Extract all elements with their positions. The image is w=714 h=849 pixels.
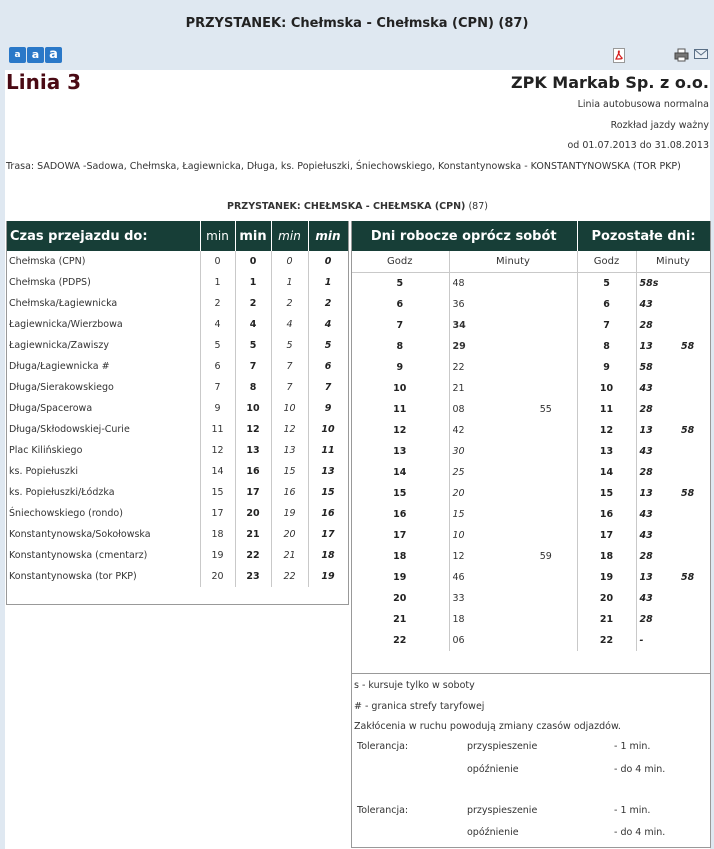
other-minute: 58 bbox=[681, 483, 710, 504]
other-hour: 18 bbox=[577, 546, 636, 567]
time-cell: 2 bbox=[308, 293, 348, 314]
time-cell: 1 bbox=[308, 272, 348, 293]
time-cell: 22 bbox=[235, 545, 271, 566]
schedule-row bbox=[351, 273, 710, 295]
tolerance-label: Tolerancja: bbox=[357, 741, 409, 752]
other-minute: 58 bbox=[681, 420, 710, 441]
other-hour: 15 bbox=[577, 483, 636, 504]
time-cell: 18 bbox=[200, 524, 235, 545]
other-minute bbox=[681, 546, 710, 567]
weekday-minute: 10 bbox=[452, 530, 465, 541]
other-hour: 12 bbox=[577, 420, 636, 441]
time-cell: 5 bbox=[235, 335, 271, 356]
schedule-row bbox=[351, 315, 710, 336]
time-cell: 7 bbox=[271, 377, 308, 398]
schedule-table bbox=[351, 221, 711, 651]
other-minute bbox=[681, 630, 710, 651]
other-minute bbox=[681, 357, 710, 378]
weekday-minute bbox=[515, 504, 577, 525]
other-minute: 28 bbox=[639, 404, 653, 415]
stop-name-cell: Chełmska (PDPS) bbox=[6, 272, 200, 293]
schedule-row bbox=[351, 588, 710, 609]
other-hour: 8 bbox=[577, 336, 636, 357]
schedule-row bbox=[351, 357, 710, 378]
time-cell: 19 bbox=[200, 545, 235, 566]
weekday-hour: 18 bbox=[351, 546, 449, 567]
weekday-hour: 7 bbox=[351, 315, 449, 336]
time-cell: 5 bbox=[308, 335, 348, 356]
other-minute bbox=[681, 462, 710, 483]
schedule-row bbox=[351, 504, 710, 525]
pdf-icon[interactable] bbox=[613, 48, 625, 63]
stop-name-cell: Łagiewnicka/Zawiszy bbox=[6, 335, 200, 356]
time-cell: 4 bbox=[308, 314, 348, 335]
other-minute bbox=[681, 588, 710, 609]
time-cell: 0 bbox=[308, 251, 348, 272]
weekday-hour: 6 bbox=[351, 294, 449, 315]
other-hour: 7 bbox=[577, 315, 636, 336]
time-cell: 13 bbox=[308, 461, 348, 482]
time-cell: 10 bbox=[271, 398, 308, 419]
travel-row bbox=[6, 251, 348, 272]
time-cell: 10 bbox=[308, 419, 348, 440]
stop-name-cell: Śniechowskiego (rondo) bbox=[6, 503, 200, 524]
other-minute bbox=[681, 525, 710, 546]
time-cell: 11 bbox=[308, 440, 348, 461]
other-minute bbox=[681, 609, 710, 630]
time-cell: 16 bbox=[271, 482, 308, 503]
stop-name-cell: Plac Kilińskiego bbox=[6, 440, 200, 461]
time-cell: 16 bbox=[308, 503, 348, 524]
weekday-minute bbox=[515, 420, 577, 441]
weekday-minute: 48 bbox=[452, 278, 465, 289]
other-hour: 17 bbox=[577, 525, 636, 546]
other-minute: - bbox=[639, 635, 644, 646]
weekday-minute: 36 bbox=[452, 299, 465, 310]
other-minute: 43 bbox=[639, 593, 653, 604]
disruption-note: Zakłócenia w ruchu powodują zmiany czasów odjazdów. bbox=[354, 721, 621, 732]
weekday-minute: 34 bbox=[452, 320, 466, 331]
page-title: PRZYSTANEK: Chełmska - Chełmska (CPN) (87) bbox=[185, 16, 529, 31]
time-cell: 20 bbox=[271, 524, 308, 545]
other-minute bbox=[681, 315, 710, 336]
time-cell: 5 bbox=[200, 335, 235, 356]
travel-row bbox=[6, 314, 348, 335]
route-description: Trasa: SADOWA -Sadowa, Chełmska, Łagiewnicka, Długa, ks. Popiełuszki, Śniechowskiego, Konstantynowska - KONSTANTYNOWSKA (TOR PKP) bbox=[6, 161, 681, 172]
schedule-row bbox=[351, 525, 710, 546]
other-minute bbox=[681, 273, 710, 295]
weekday-hour: 10 bbox=[351, 378, 449, 399]
time-cell: 17 bbox=[235, 482, 271, 503]
time-cell: 4 bbox=[200, 314, 235, 335]
weekday-hour: 8 bbox=[351, 336, 449, 357]
stop-name-cell: Konstantynowska (cmentarz) bbox=[6, 545, 200, 566]
stop-name-cell: Długa/Skłodowskiej-Curie bbox=[6, 419, 200, 440]
weekday-minute: 59 bbox=[515, 546, 577, 567]
travel-row bbox=[6, 482, 348, 503]
other-minute: 28 bbox=[639, 551, 653, 562]
time-cell: 9 bbox=[200, 398, 235, 419]
time-cell: 13 bbox=[235, 440, 271, 461]
time-cell: 2 bbox=[200, 293, 235, 314]
other-minute: 43 bbox=[639, 383, 653, 394]
travel-time-header: Czas przejazdu do: bbox=[6, 221, 200, 251]
validity-period: od 01.07.2013 do 31.08.2013 bbox=[567, 140, 709, 151]
time-cell: 12 bbox=[235, 419, 271, 440]
stop-name-cell: Chełmska/Łagiewnicka bbox=[6, 293, 200, 314]
time-cell: 12 bbox=[271, 419, 308, 440]
weekday-minute bbox=[515, 315, 577, 336]
time-cell: 12 bbox=[200, 440, 235, 461]
schedule-row bbox=[351, 483, 710, 504]
company-name: ZPK Markab Sp. z o.o. bbox=[510, 73, 709, 92]
travel-row bbox=[6, 293, 348, 314]
time-cell: 15 bbox=[271, 461, 308, 482]
other-minute: 13 bbox=[639, 425, 653, 436]
schedule-row bbox=[351, 378, 710, 399]
weekday-hour-header: Godz bbox=[351, 251, 449, 273]
travel-row bbox=[6, 272, 348, 293]
weekday-minute bbox=[515, 462, 577, 483]
time-cell: 1 bbox=[200, 272, 235, 293]
weekday-minute: 42 bbox=[452, 425, 465, 436]
time-cell: 2 bbox=[271, 293, 308, 314]
other-minute: 58s bbox=[639, 278, 659, 289]
time-cell: 13 bbox=[271, 440, 308, 461]
col-min-4: min bbox=[308, 221, 348, 251]
stop-name: PRZYSTANEK: CHEŁMSKA - CHEŁMSKA (CPN) bbox=[227, 201, 466, 212]
travel-row bbox=[6, 566, 348, 587]
tolerance-early-value: - 1 min. bbox=[614, 805, 651, 816]
tolerance-late-label: opóźnienie bbox=[467, 764, 519, 775]
font-size-icon[interactable] bbox=[9, 47, 62, 63]
time-cell: 19 bbox=[271, 503, 308, 524]
other-minute: 28 bbox=[639, 614, 653, 625]
weekday-minute bbox=[515, 567, 577, 588]
time-cell: 6 bbox=[200, 356, 235, 377]
other-minute: 43 bbox=[639, 509, 653, 520]
stop-name-cell: Łagiewnicka/Wierzbowa bbox=[6, 314, 200, 335]
stop-title bbox=[5, 201, 710, 212]
other-hour: 5 bbox=[577, 273, 636, 295]
weekday-minute: 12 bbox=[452, 551, 465, 562]
schedule-row bbox=[351, 336, 710, 357]
weekday-minute bbox=[515, 630, 577, 651]
weekday-hour: 9 bbox=[351, 357, 449, 378]
other-days-header: Pozostałe dni: bbox=[577, 221, 710, 251]
weekday-minute: 15 bbox=[452, 509, 465, 520]
timetable-panel bbox=[5, 70, 710, 849]
other-hour: 14 bbox=[577, 462, 636, 483]
time-cell: 7 bbox=[271, 356, 308, 377]
time-cell: 21 bbox=[271, 545, 308, 566]
time-cell: 1 bbox=[271, 272, 308, 293]
other-hour: 20 bbox=[577, 588, 636, 609]
other-minute: 28 bbox=[639, 467, 653, 478]
weekday-minute bbox=[515, 588, 577, 609]
weekday-hour: 13 bbox=[351, 441, 449, 462]
weekday-minute bbox=[515, 483, 577, 504]
other-hour: 10 bbox=[577, 378, 636, 399]
time-cell: 8 bbox=[235, 377, 271, 398]
other-minute: 13 bbox=[639, 488, 653, 499]
weekday-minute: 22 bbox=[452, 362, 465, 373]
schedule-row bbox=[351, 630, 710, 651]
timetable-label: Rozkład jazdy ważny bbox=[610, 120, 709, 131]
other-hour: 22 bbox=[577, 630, 636, 651]
weekday-hour: 5 bbox=[351, 273, 449, 295]
travel-row bbox=[6, 398, 348, 419]
col-min-3: min bbox=[271, 221, 308, 251]
other-minute: 58 bbox=[681, 336, 710, 357]
other-minute: 43 bbox=[639, 446, 653, 457]
weekday-hour: 15 bbox=[351, 483, 449, 504]
other-minute: 58 bbox=[639, 362, 653, 373]
mail-icon[interactable] bbox=[694, 48, 708, 60]
travel-row bbox=[6, 545, 348, 566]
stop-name-cell: Chełmska (CPN) bbox=[6, 251, 200, 272]
weekday-minute: 20 bbox=[452, 488, 465, 499]
line-type: Linia autobusowa normalna bbox=[577, 99, 709, 110]
time-cell: 11 bbox=[200, 419, 235, 440]
time-cell: 7 bbox=[200, 377, 235, 398]
weekday-hour: 14 bbox=[351, 462, 449, 483]
stop-name-cell: Długa/Sierakowskiego bbox=[6, 377, 200, 398]
time-cell: 10 bbox=[235, 398, 271, 419]
other-minute bbox=[681, 294, 710, 315]
weekday-minute: 18 bbox=[452, 614, 465, 625]
time-cell: 22 bbox=[271, 566, 308, 587]
weekday-minute: 30 bbox=[452, 446, 465, 457]
other-hour: 21 bbox=[577, 609, 636, 630]
other-minute: 28 bbox=[639, 320, 653, 331]
schedule-row bbox=[351, 462, 710, 483]
weekday-minute: 25 bbox=[452, 467, 465, 478]
travel-row bbox=[6, 503, 348, 524]
print-icon[interactable] bbox=[674, 48, 689, 62]
time-cell: 15 bbox=[200, 482, 235, 503]
weekday-minute: 08 bbox=[452, 404, 465, 415]
weekday-hour: 21 bbox=[351, 609, 449, 630]
tolerance-early-value: - 1 min. bbox=[614, 741, 651, 752]
weekday-minute: 21 bbox=[452, 383, 465, 394]
time-cell: 17 bbox=[308, 524, 348, 545]
travel-row bbox=[6, 419, 348, 440]
weekday-hour: 16 bbox=[351, 504, 449, 525]
weekday-minute bbox=[515, 294, 577, 315]
stop-name-cell: ks. Popiełuszki/Łódzka bbox=[6, 482, 200, 503]
schedule-row bbox=[351, 567, 710, 588]
time-cell: 20 bbox=[235, 503, 271, 524]
other-minute: 13 bbox=[639, 572, 653, 583]
time-cell: 21 bbox=[235, 524, 271, 545]
toolbar bbox=[0, 44, 714, 70]
other-hour: 6 bbox=[577, 294, 636, 315]
other-hour-header: Godz bbox=[577, 251, 636, 273]
other-hour: 16 bbox=[577, 504, 636, 525]
font-medium-button[interactable]: a bbox=[27, 47, 44, 63]
weekday-hour: 12 bbox=[351, 420, 449, 441]
other-minute: 13 bbox=[639, 341, 653, 352]
other-minutes-header: Minuty bbox=[636, 251, 710, 273]
tolerance-late-value: - do 4 min. bbox=[614, 764, 666, 775]
schedule-row bbox=[351, 441, 710, 462]
time-cell: 20 bbox=[200, 566, 235, 587]
time-cell: 0 bbox=[271, 251, 308, 272]
time-cell: 9 bbox=[308, 398, 348, 419]
tolerance-early-label: przyspieszenie bbox=[467, 741, 538, 752]
weekday-minute: 33 bbox=[452, 593, 465, 604]
travel-row bbox=[6, 356, 348, 377]
travel-row bbox=[6, 461, 348, 482]
other-minute bbox=[681, 378, 710, 399]
stop-name-cell: Konstantynowska (tor PKP) bbox=[6, 566, 200, 587]
time-cell: 23 bbox=[235, 566, 271, 587]
col-min-2: min bbox=[235, 221, 271, 251]
weekday-minute bbox=[515, 441, 577, 462]
tolerance-late-value: - do 4 min. bbox=[614, 827, 666, 838]
time-cell: 2 bbox=[235, 293, 271, 314]
stop-name-cell: Długa/Łagiewnicka # bbox=[6, 356, 200, 377]
other-hour: 11 bbox=[577, 399, 636, 420]
tolerance-late-label: opóźnienie bbox=[467, 827, 519, 838]
weekday-minute: 29 bbox=[452, 341, 466, 352]
time-cell: 15 bbox=[308, 482, 348, 503]
weekday-minute bbox=[515, 609, 577, 630]
other-hour: 9 bbox=[577, 357, 636, 378]
travel-time-table bbox=[6, 221, 349, 587]
time-cell: 16 bbox=[235, 461, 271, 482]
other-minute: 58 bbox=[681, 567, 710, 588]
other-hour: 13 bbox=[577, 441, 636, 462]
weekday-minute: 55 bbox=[515, 399, 577, 420]
schedule-row bbox=[351, 420, 710, 441]
time-cell: 7 bbox=[308, 377, 348, 398]
weekday-hour: 20 bbox=[351, 588, 449, 609]
stop-name-cell: Konstantynowska/Sokołowska bbox=[6, 524, 200, 545]
other-minute: 43 bbox=[639, 299, 653, 310]
legend-fare-zone: # - granica strefy taryfowej bbox=[354, 701, 485, 712]
weekday-minute bbox=[515, 357, 577, 378]
time-cell: 0 bbox=[235, 251, 271, 272]
time-cell: 0 bbox=[200, 251, 235, 272]
weekday-hour: 17 bbox=[351, 525, 449, 546]
weekday-minute bbox=[515, 336, 577, 357]
notes-divider bbox=[352, 673, 710, 674]
weekday-minute bbox=[515, 525, 577, 546]
time-cell: 7 bbox=[235, 356, 271, 377]
line-number: Linia 3 bbox=[6, 70, 82, 94]
time-cell: 4 bbox=[271, 314, 308, 335]
col-min-1: min bbox=[200, 221, 235, 251]
travel-row bbox=[6, 524, 348, 545]
weekday-minutes-header: Minuty bbox=[449, 251, 577, 273]
other-minute bbox=[681, 399, 710, 420]
weekday-header: Dni robocze oprócz sobót bbox=[351, 221, 577, 251]
stop-number: (87) bbox=[468, 201, 488, 212]
travel-row bbox=[6, 335, 348, 356]
time-cell: 4 bbox=[235, 314, 271, 335]
weekday-minute bbox=[515, 378, 577, 399]
travel-row bbox=[6, 440, 348, 461]
time-cell: 19 bbox=[308, 566, 348, 587]
weekday-hour: 11 bbox=[351, 399, 449, 420]
weekday-minute: 46 bbox=[452, 572, 465, 583]
tolerance-label: Tolerancja: bbox=[357, 805, 409, 816]
other-minute bbox=[681, 504, 710, 525]
travel-row bbox=[6, 377, 348, 398]
time-cell: 14 bbox=[200, 461, 235, 482]
weekday-hour: 22 bbox=[351, 630, 449, 651]
time-cell: 5 bbox=[271, 335, 308, 356]
stop-name-cell: Długa/Spacerowa bbox=[6, 398, 200, 419]
tolerance-early-label: przyspieszenie bbox=[467, 805, 538, 816]
legend-saturday: s - kursuje tylko w soboty bbox=[354, 680, 475, 691]
schedule-row bbox=[351, 609, 710, 630]
weekday-hour: 19 bbox=[351, 567, 449, 588]
other-minute: 43 bbox=[639, 530, 653, 541]
weekday-minute bbox=[515, 273, 577, 295]
other-hour: 19 bbox=[577, 567, 636, 588]
other-minute bbox=[681, 441, 710, 462]
weekday-minute: 06 bbox=[452, 635, 465, 646]
stop-name-cell: ks. Popiełuszki bbox=[6, 461, 200, 482]
time-cell: 6 bbox=[308, 356, 348, 377]
time-cell: 17 bbox=[200, 503, 235, 524]
font-large-button[interactable]: a bbox=[45, 47, 62, 63]
time-cell: 1 bbox=[235, 272, 271, 293]
schedule-row bbox=[351, 546, 710, 567]
font-small-button[interactable]: a bbox=[9, 47, 26, 63]
schedule-row bbox=[351, 399, 710, 420]
schedule-row bbox=[351, 294, 710, 315]
time-cell: 18 bbox=[308, 545, 348, 566]
